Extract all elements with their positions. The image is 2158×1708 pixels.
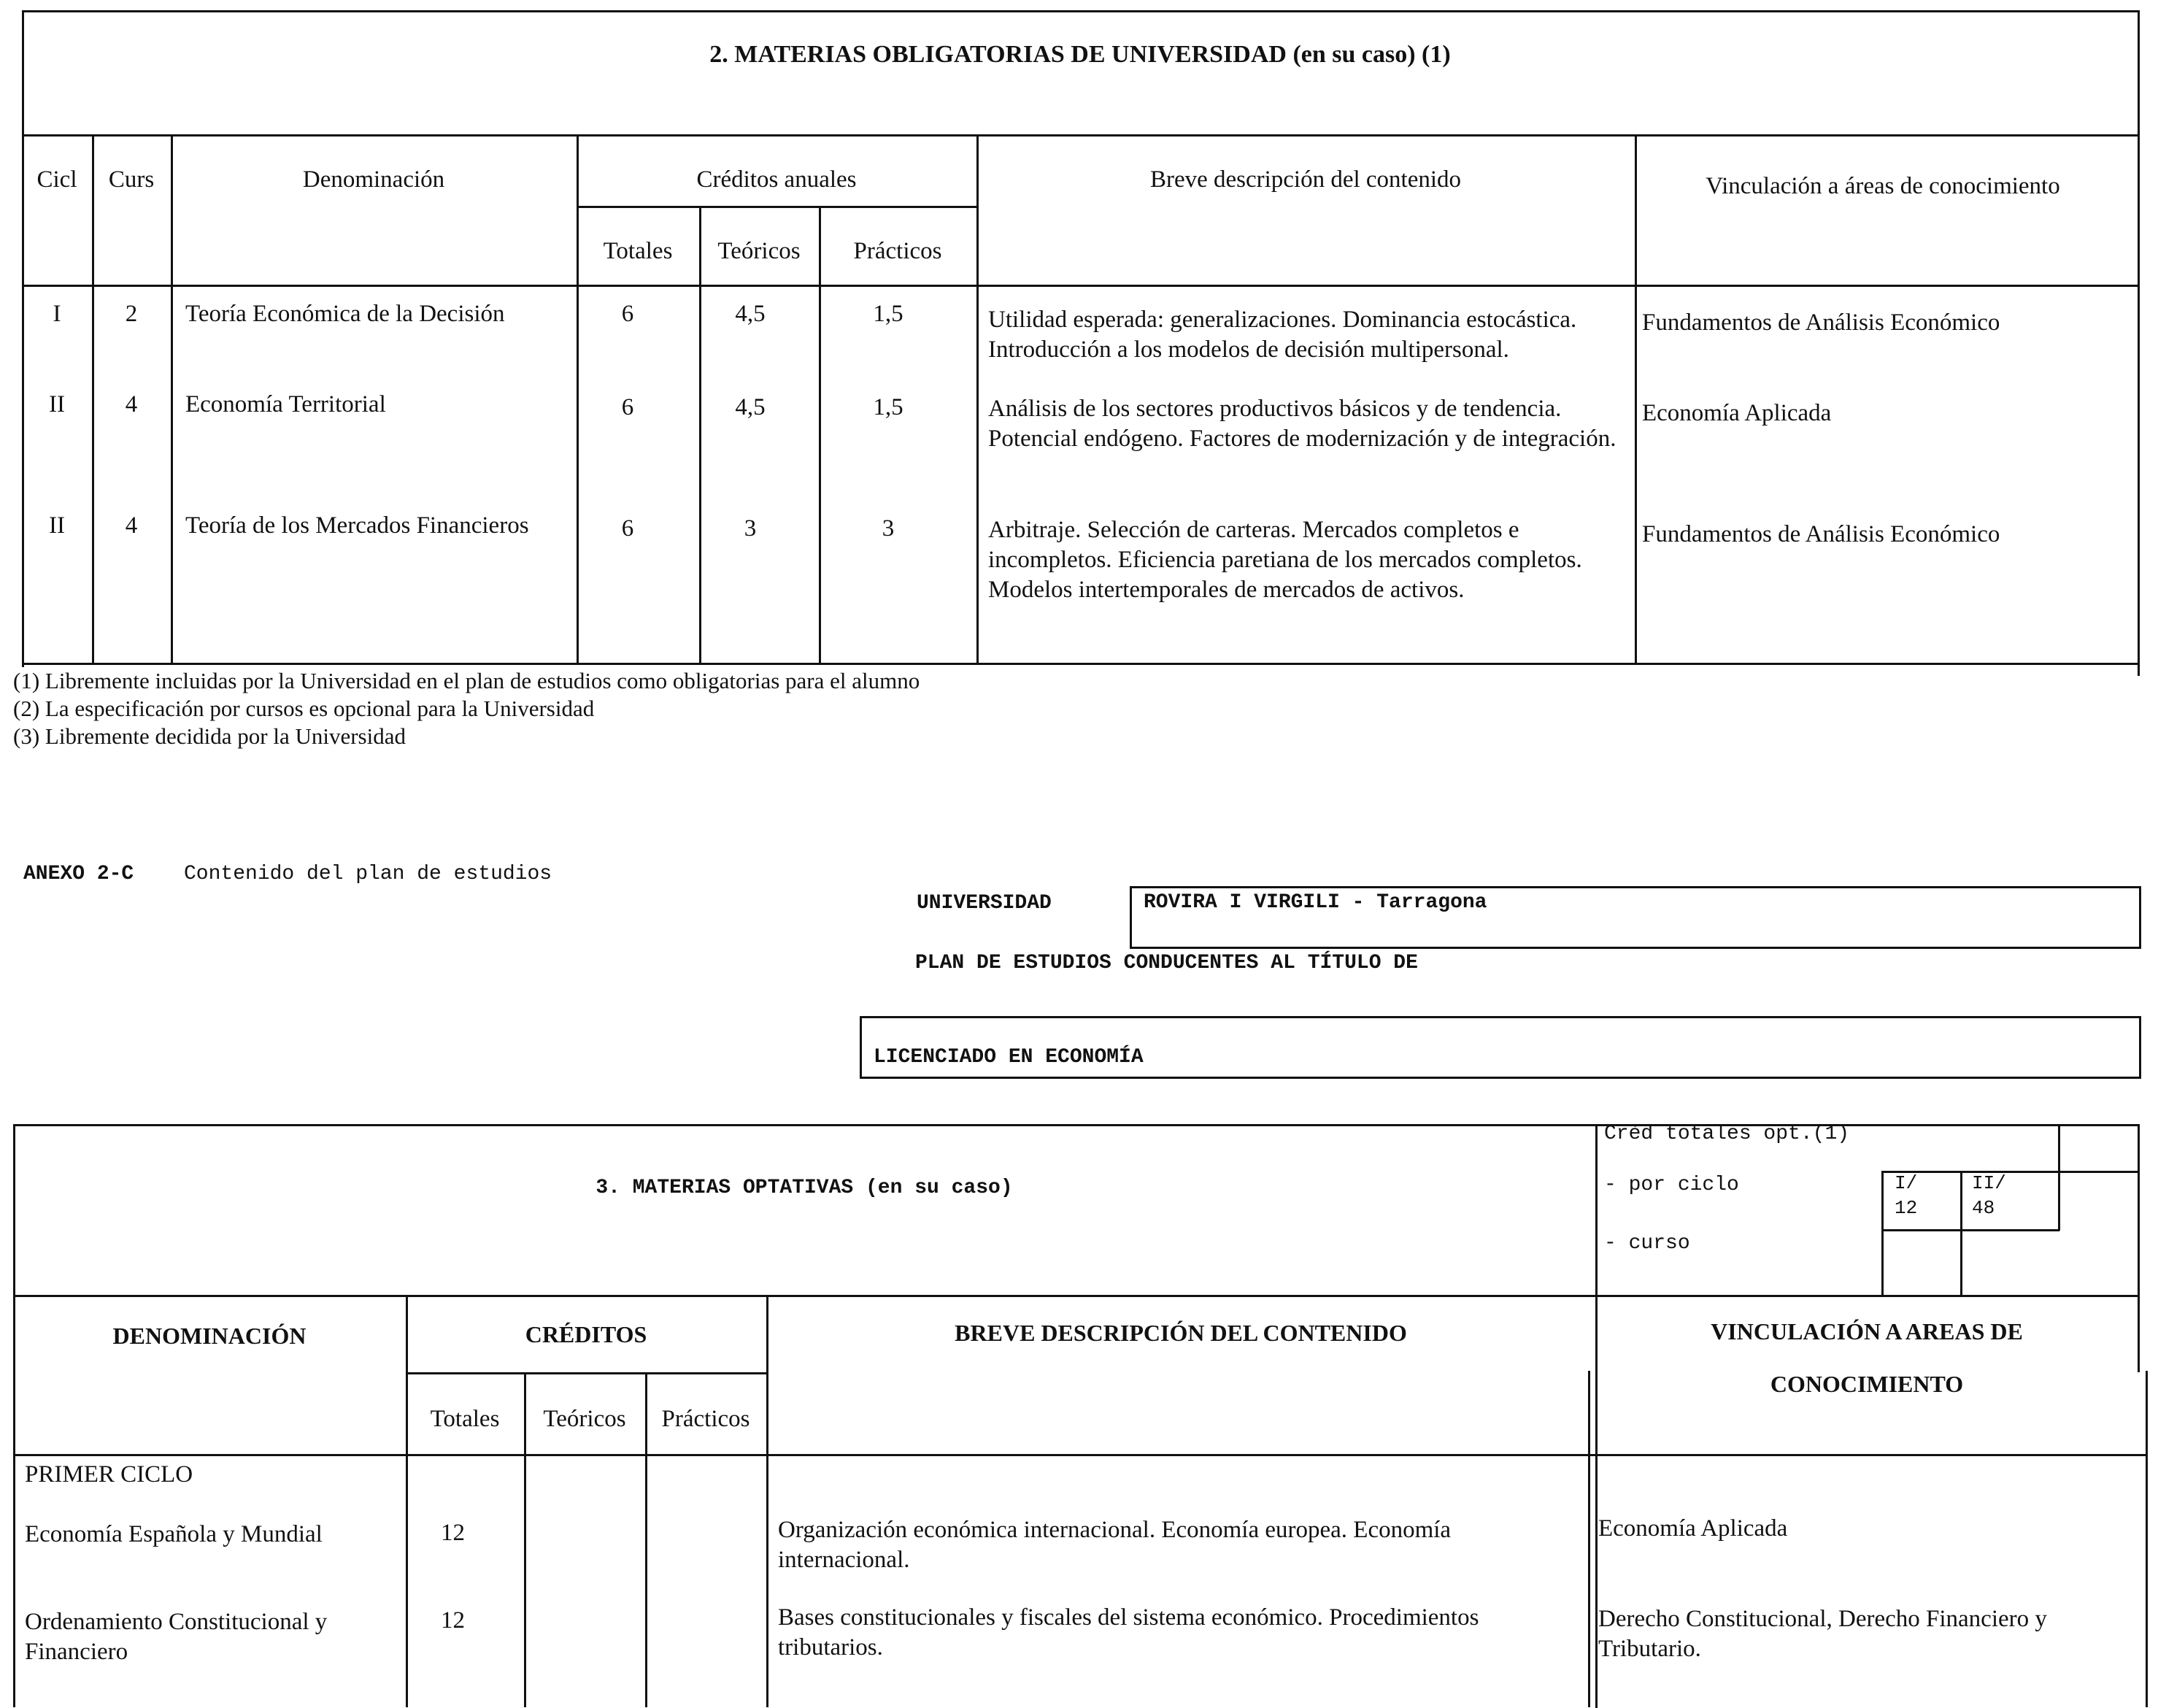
rule	[22, 10, 2140, 12]
rule	[2146, 1371, 2148, 1707]
rule	[2058, 1124, 2060, 1231]
universidad-value: ROVIRA I VIRGILI - Tarragona	[1144, 891, 1487, 914]
rule	[22, 285, 2140, 287]
annex-label: ANEXO 2-C	[23, 863, 134, 885]
row1-descripcion: Organización económica internacional. Economía europea. Economía internacional.	[778, 1517, 1452, 1573]
row1-denominacion: Teoría Económica de la Decisión	[185, 301, 505, 327]
row1-cicl: I	[53, 301, 61, 327]
rule	[2138, 10, 2140, 676]
row2-descripcion: Bases constitucionales y fiscales del sistema económico. Procedimientos tributarios.	[778, 1604, 1479, 1661]
rule	[1881, 1171, 1884, 1296]
rule	[766, 1295, 768, 1707]
curso-label: - curso	[1604, 1232, 1690, 1255]
rule	[1595, 1124, 1598, 1708]
row2-vinculacion: Derecho Constitucional, Derecho Financiero y Tributario.	[1598, 1606, 2047, 1662]
rule	[406, 1372, 766, 1374]
rule	[1881, 1171, 2140, 1173]
por-ciclo-label: - por ciclo	[1604, 1174, 1739, 1196]
row1-practicos: 1,5	[873, 301, 903, 327]
row2-teoricos: 4,5	[735, 394, 766, 420]
row2-totales: 12	[441, 1607, 465, 1634]
row2-descripcion: Análisis de los sectores productivos básicos y de tendencia. Potencial endógeno. Factores de modernización y de integración.	[988, 396, 1616, 452]
row1-vinculacion: Economía Aplicada	[1598, 1515, 1788, 1542]
row2-vinculacion: Economía Aplicada	[1642, 400, 1832, 426]
header-teoricos: Teóricos	[543, 1406, 626, 1432]
row3-curs: 4	[125, 512, 138, 539]
rule	[1588, 1371, 1590, 1707]
rule	[22, 10, 24, 667]
header-totales: Totales	[430, 1406, 500, 1432]
annex-title: Contenido del plan de estudios	[184, 863, 552, 885]
row1-vinculacion: Fundamentos de Análisis Económico	[1642, 309, 2000, 336]
rule	[1635, 134, 1637, 665]
row2-curs: 4	[125, 391, 138, 418]
rule	[171, 134, 173, 665]
rule	[819, 206, 821, 665]
ciclo1-value: I/ 12	[1895, 1172, 1918, 1219]
row2-practicos: 1,5	[873, 394, 903, 420]
header-curs: Curs	[108, 166, 155, 193]
row3-vinculacion: Fundamentos de Análisis Económico	[1642, 521, 2000, 547]
rule	[976, 134, 979, 665]
rule	[13, 1124, 15, 1707]
row3-totales: 6	[621, 515, 634, 542]
header-descripcion: BREVE DESCRIPCIÓN DEL CONTENIDO	[955, 1320, 1407, 1346]
row3-denominacion: Teoría de los Mercados Financieros	[185, 512, 529, 539]
header-denominacion: Denominación	[302, 166, 445, 193]
section3-title: 3. MATERIAS OPTATIVAS (en su caso)	[596, 1177, 1013, 1199]
group-primer-ciclo: PRIMER CICLO	[25, 1461, 193, 1488]
row1-totales: 12	[441, 1520, 465, 1546]
footnote-3: (3) Libremente decidida por la Universidad	[13, 723, 406, 749]
header-descripcion: Breve descripción del contenido	[1149, 166, 1462, 193]
footnote-1: (1) Libremente incluidas por la Universidad en el plan de estudios como obligatorias para el alumno	[13, 668, 920, 693]
rule	[1960, 1171, 1962, 1296]
header-vinculacion: Vinculación a áreas de conocimiento	[1706, 173, 2060, 199]
row3-teoricos: 3	[744, 515, 757, 542]
rule	[577, 206, 976, 208]
universidad-label: UNIVERSIDAD	[917, 892, 1052, 915]
universidad-box	[1130, 886, 2141, 949]
header-creditos: CRÉDITOS	[525, 1321, 647, 1347]
cred-totales-label: Crèd totales opt.(1)	[1604, 1123, 1850, 1145]
row2-cicl: II	[49, 391, 65, 418]
header-vinculacion-1: VINCULACIÓN A AREAS DE	[1711, 1318, 2023, 1345]
titulo-box	[860, 1016, 2141, 1079]
row3-cicl: II	[49, 512, 65, 539]
ciclo2-value: II/ 48	[1972, 1172, 2006, 1219]
row3-descripcion: Arbitraje. Selección de carteras. Mercados completos e incompletos. Eficiencia paretiana de los mercados completos. Modelos intertemporales de mercados de activos.	[988, 517, 1582, 603]
header-practicos: Prácticos	[853, 238, 942, 264]
footnote-2: (2) La especificación por cursos es opcional para la Universidad	[13, 696, 595, 721]
header-cicl: Cicl	[36, 166, 77, 193]
rule	[22, 663, 2140, 665]
row2-denominacion: Ordenamiento Constitucional y Financiero	[25, 1609, 328, 1665]
header-creditos: Créditos anuales	[696, 166, 857, 193]
rule	[13, 1454, 2147, 1456]
rule	[13, 1295, 2140, 1297]
row2-denominacion: Economía Territorial	[185, 391, 386, 418]
rule	[22, 134, 2140, 136]
row3-practicos: 3	[882, 515, 895, 542]
header-vinculacion-2: CONOCIMIENTO	[1770, 1371, 1964, 1397]
header-practicos: Prácticos	[661, 1406, 750, 1432]
rule	[1881, 1229, 2059, 1231]
row1-descripcion: Utilidad esperada: generalizaciones. Dominancia estocástica. Introducción a los modelos de decisión multipersonal.	[988, 307, 1577, 363]
row1-totales: 6	[621, 301, 634, 327]
titulo-value: LICENCIADO EN ECONOMÍA	[874, 1046, 1144, 1069]
header-teoricos: Teóricos	[717, 238, 801, 264]
header-denominacion: DENOMINACIÓN	[112, 1323, 307, 1349]
plan-label: PLAN DE ESTUDIOS CONDUCENTES AL TÍTULO DE	[915, 952, 1418, 974]
row1-teoricos: 4,5	[735, 301, 766, 327]
section2-title: 2. MATERIAS OBLIGATORIAS DE UNIVERSIDAD (en su caso) (1)	[709, 41, 1451, 68]
rule	[406, 1295, 408, 1707]
row1-curs: 2	[125, 301, 138, 327]
row2-totales: 6	[621, 394, 634, 420]
header-totales: Totales	[603, 238, 673, 264]
rule	[699, 206, 701, 665]
row1-denominacion: Economía Española y Mundial	[25, 1521, 323, 1547]
